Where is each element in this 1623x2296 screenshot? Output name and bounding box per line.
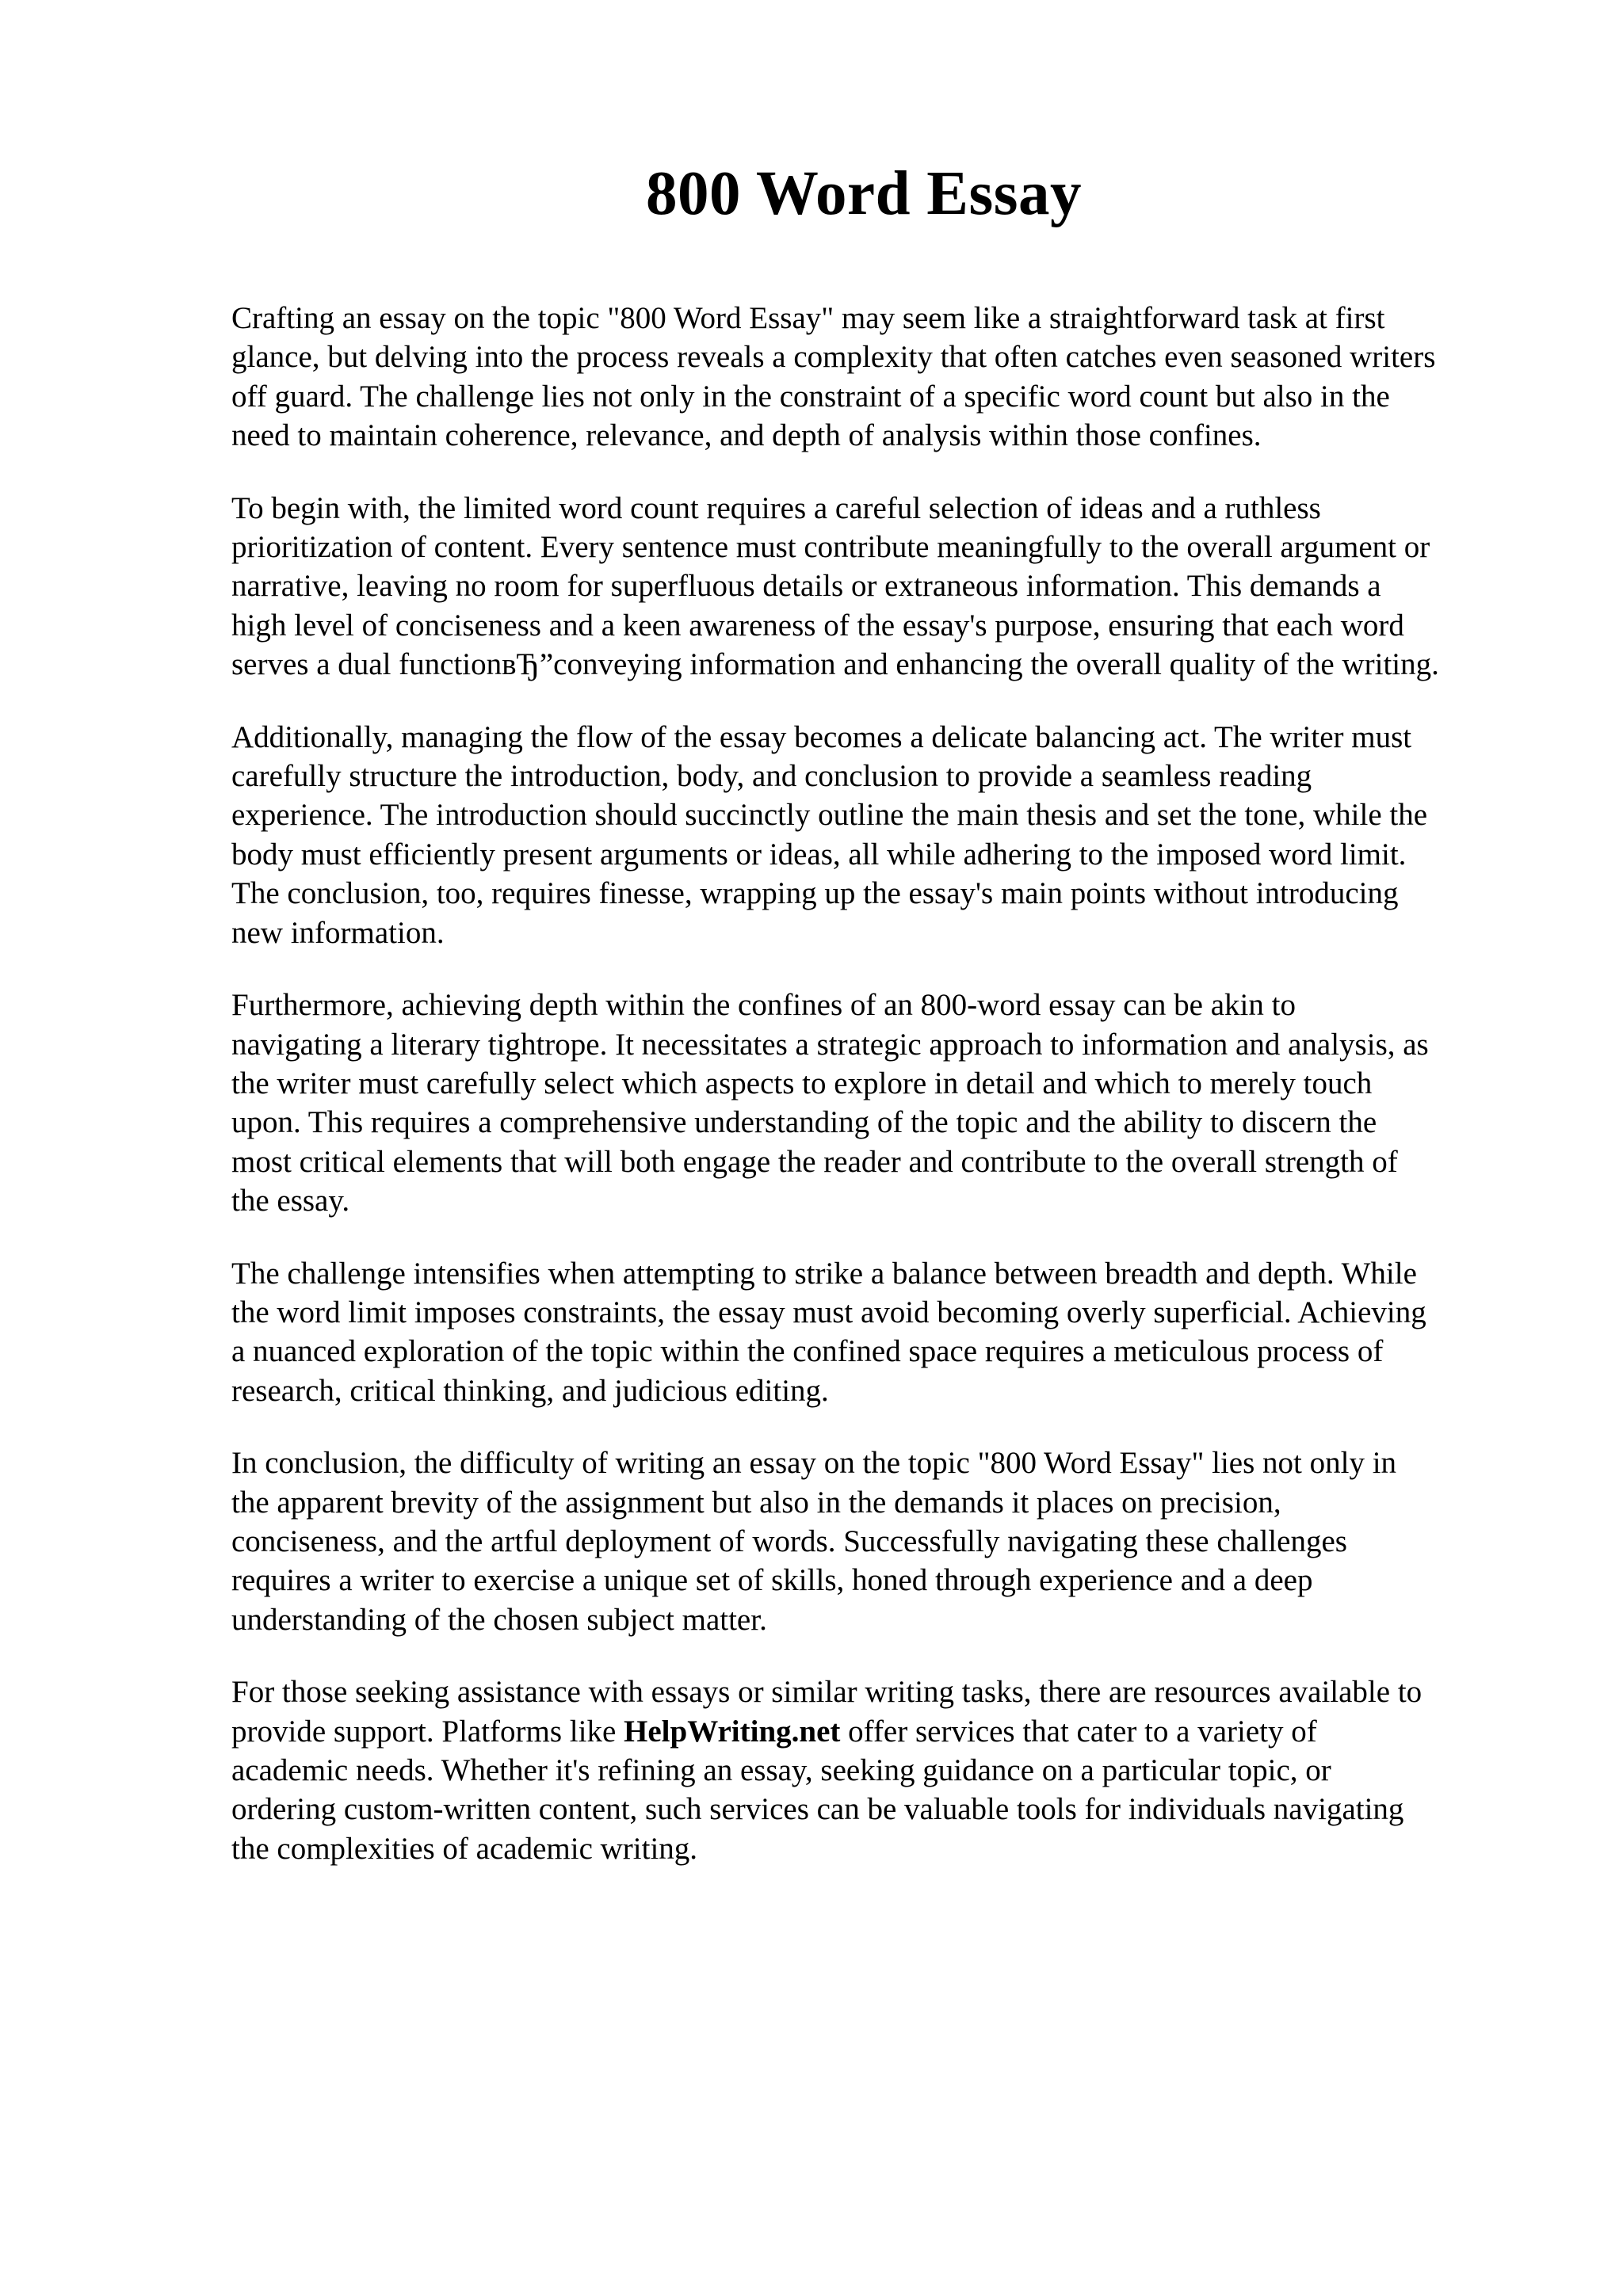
text-line: experience. The introduction should succinctly outline the main thesis and set the tone, while the	[231, 798, 1428, 833]
text-line: prioritization of content. Every sentence must contribute meaningfully to the overall argument or	[231, 530, 1430, 565]
text-line: understanding of the chosen subject matter.	[231, 1602, 767, 1637]
text-line: upon. This requires a comprehensive understanding of the topic and the ability to discern the	[231, 1105, 1377, 1140]
essay-body	[231, 299, 1539, 1901]
text-line: narrative, leaving no room for superfluous details or extraneous information. This demands a	[231, 569, 1381, 604]
text-line: conciseness, and the artful deployment of words. Successfully navigating these challenges	[231, 1524, 1347, 1558]
text-line: ordering custom-written content, such services can be valuable tools for individuals navigating	[231, 1792, 1404, 1827]
text-segment: provide support. Platforms like	[231, 1714, 624, 1749]
page-title: 800 Word Essay	[646, 159, 1082, 228]
text-line: For those seeking assistance with essays or similar writing tasks, there are resources available to	[231, 1675, 1423, 1710]
text-line: need to maintain coherence, relevance, and depth of analysis within those confines.	[231, 418, 1262, 453]
text-line: To begin with, the limited word count requires a careful selection of ideas and a ruthless	[231, 490, 1321, 525]
text-line: requires a writer to exercise a unique set of skills, honed through experience and a deep	[231, 1563, 1313, 1598]
text-line: The challenge intensifies when attempting to strike a balance between breadth and depth. While	[231, 1256, 1417, 1291]
text-line: Crafting an essay on the topic "800 Word Essay" may seem like a straightforward task at first	[231, 301, 1385, 335]
text-line	[231, 1712, 1539, 1751]
text-line: research, critical thinking, and judicious editing.	[231, 1373, 829, 1408]
paragraph-1	[231, 299, 1539, 456]
text-line: body must efficiently present arguments or ideas, all while adhering to the imposed word limit.	[231, 837, 1407, 871]
paragraph-4	[231, 986, 1539, 1220]
text-line: academic needs. Whether it's refining an essay, seeking guidance on a particular topic, or	[231, 1753, 1331, 1787]
paragraph-3	[231, 718, 1539, 952]
paragraph-5	[231, 1254, 1539, 1411]
text-line: serves a dual functionвЂ”conveying information and enhancing the overall quality of the writing.	[231, 647, 1439, 682]
text-line: off guard. The challenge lies not only in the constraint of a specific word count but also in the	[231, 379, 1390, 414]
text-line: new information.	[231, 915, 445, 950]
text-line: the complexities of academic writing.	[231, 1831, 698, 1866]
text-line: Additionally, managing the flow of the essay becomes a delicate balancing act. The writer must	[231, 719, 1412, 754]
text-line: most critical elements that will both engage the reader and contribute to the overall strength of	[231, 1144, 1398, 1179]
text-line: the apparent brevity of the assignment but also in the demands it places on precision,	[231, 1485, 1281, 1520]
text-line: a nuanced exploration of the topic within the confined space requires a meticulous process of	[231, 1334, 1384, 1369]
text-line: Furthermore, achieving depth within the confines of an 800-word essay can be akin to	[231, 988, 1296, 1023]
text-line: carefully structure the introduction, body, and conclusion to provide a seamless reading	[231, 759, 1312, 794]
text-line: the writer must carefully select which aspects to explore in detail and which to merely touch	[231, 1066, 1373, 1100]
text-segment: offer services that cater to a variety of	[840, 1714, 1317, 1749]
paragraph-2	[231, 489, 1539, 685]
paragraph-6	[231, 1444, 1539, 1639]
text-line: In conclusion, the difficulty of writing an essay on the topic "800 Word Essay" lies not only in	[231, 1446, 1397, 1481]
paragraph-7	[231, 1672, 1539, 1868]
text-line: the essay.	[231, 1184, 350, 1219]
brand-name: HelpWriting.net	[624, 1714, 841, 1749]
text-line: high level of conciseness and a keen awareness of the essay's purpose, ensuring that each word	[231, 608, 1404, 643]
text-line: glance, but delving into the process reveals a complexity that often catches even seasoned writers	[231, 340, 1436, 375]
text-line: the word limit imposes constraints, the essay must avoid becoming overly superficial. Achieving	[231, 1295, 1426, 1329]
text-line: navigating a literary tightrope. It necessitates a strategic approach to information and analysis, as	[231, 1027, 1429, 1062]
text-line: The conclusion, too, requires finesse, wrapping up the essay's main points without introducing	[231, 876, 1399, 911]
